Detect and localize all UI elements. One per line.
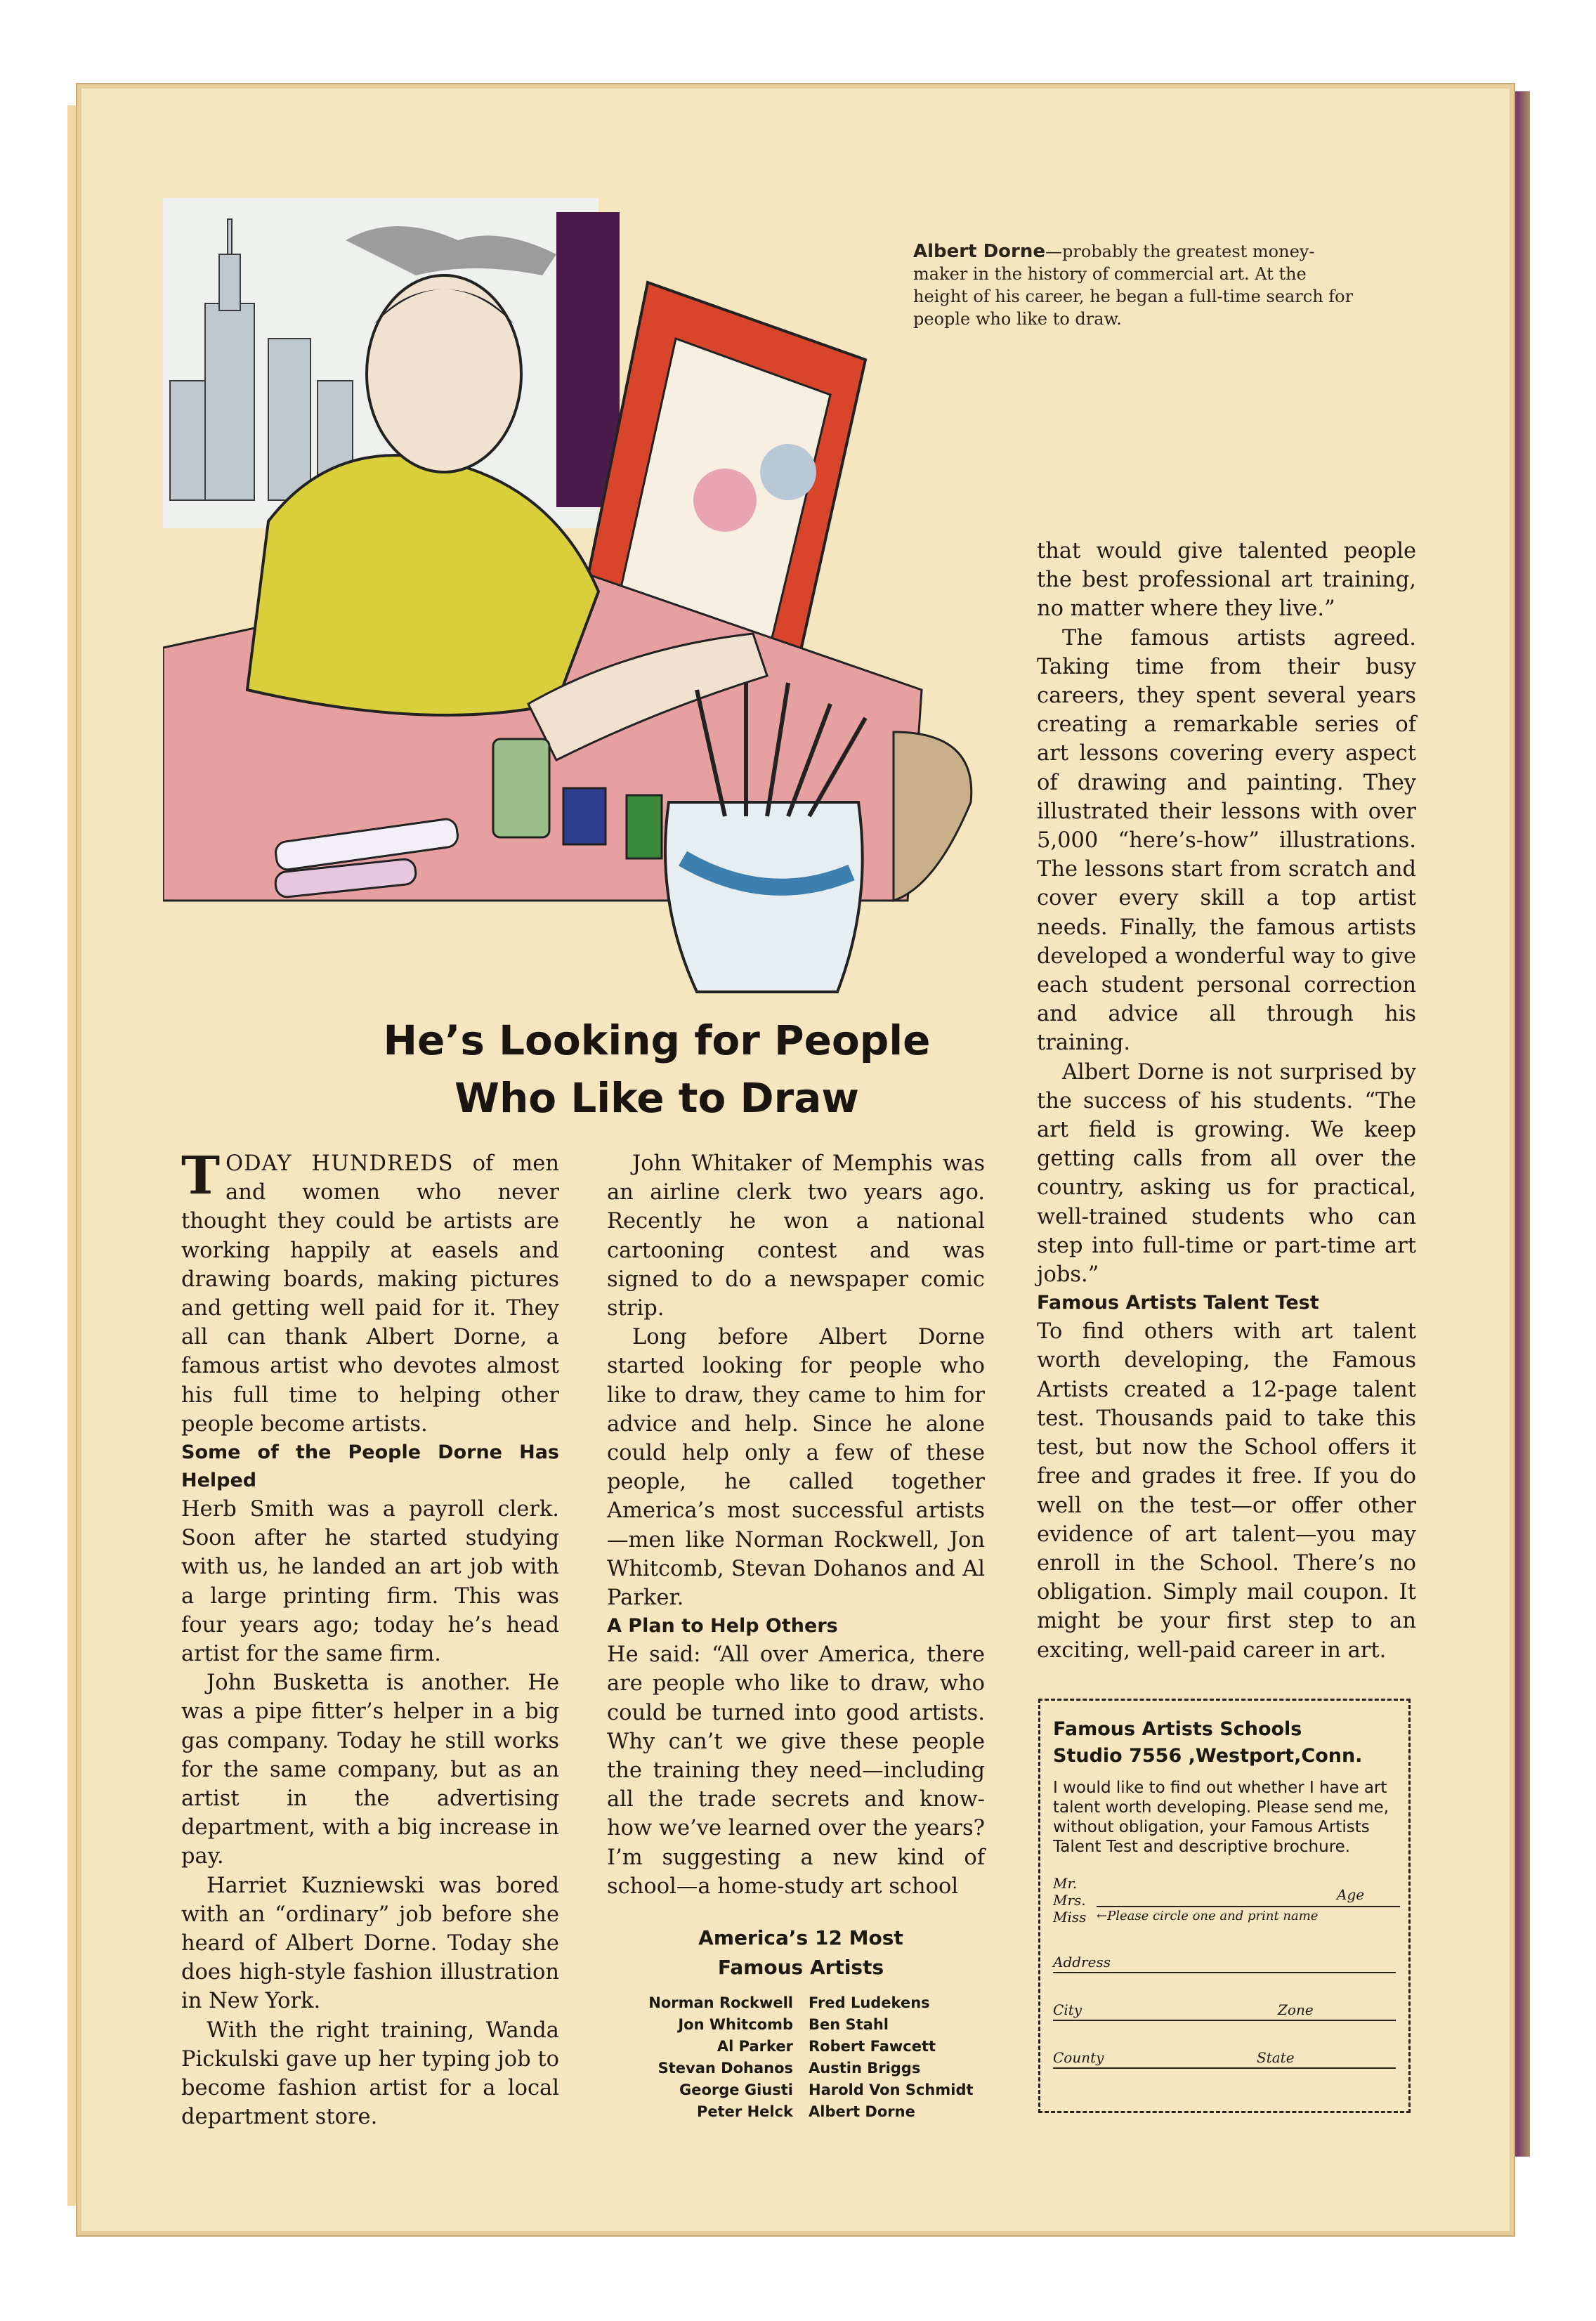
artist-name: Ben Stahl [809, 2016, 889, 2033]
intro-text: of men and women who never thought they could be artists are working happily at easels and drawing boards, making pictures and getting well paid for it. They all can thank Albert Dorne, a famous artist who devotes almost his full time to helping other people become artists. [181, 1151, 559, 1437]
famous-artists-title-1: America’s 12 Most [698, 1926, 903, 1949]
intro-paragraph [181, 1146, 559, 1439]
city-label: City [1053, 2001, 1086, 2018]
drawing-figure-cowboy [760, 444, 816, 500]
bowl [894, 732, 972, 901]
headline-line-2: Who Like to Draw [454, 1074, 859, 1122]
artist-name: Al Parker [717, 2038, 793, 2055]
artist-name: Austin Briggs [809, 2060, 921, 2077]
article-column-1 [181, 1146, 559, 2132]
title-miss: Miss [1053, 1909, 1087, 1926]
paragraph-artists-agreed: The famous artists agreed. Taking time from their busy careers, they spent several years creating a remarkable series of art lessons covering every aspect of drawing and painting. They illustrated their lessons with over 5,000 “here’s-how” illustrations. The lessons start from scratch and cover every skill a top artist needs. Finally, the famous artists developed a wonderful way to give each student personal correction and advice all through his training. [1037, 625, 1416, 1056]
county-label: County [1053, 2049, 1108, 2066]
drawing-figure-girl [693, 469, 757, 532]
artist-illustration [163, 198, 978, 1020]
artist-name: Harold Von Schmidt [809, 2081, 974, 2098]
address-field[interactable] [1053, 1952, 1396, 1973]
article-column-2 [607, 1149, 985, 1901]
paragraph-john-whitaker: John Whitaker of Memphis was an airline clerk two years ago. Recently he won a national cartooning contest and was signed to do a newspaper comic strip. [607, 1151, 985, 1321]
famous-artists-list [604, 1992, 998, 2123]
artist-name: Robert Fawcett [809, 2038, 936, 2055]
paragraph-john-busketta: John Busketta is another. He was a pipe fitter’s helper in a big gas company. Today he still works for the same company, but as an artist in the advertising department, with a big increase in pay. [181, 1671, 559, 1869]
article-column-3 [1037, 537, 1416, 1665]
title-mrs: Mrs. [1053, 1892, 1086, 1909]
coupon-school-name: Famous Artists Schools [1053, 1718, 1302, 1740]
circle-note: ←Please circle one and print name [1097, 1909, 1319, 1923]
artist-name: Norman Rockwell [648, 1994, 793, 2011]
zone-label: Zone [1278, 2001, 1318, 2018]
caption-name: Albert Dorne [913, 241, 1045, 262]
headline-line-1: He’s Looking for People [383, 1016, 931, 1064]
state-label: State [1257, 2049, 1299, 2066]
city-zone-field[interactable] [1053, 2000, 1396, 2021]
famous-artists-title-2: Famous Artists [717, 1956, 884, 1979]
coupon-name-field[interactable] [1053, 1875, 1396, 1926]
paragraph-continued: that would give talented people the best professional art training, no matter where they live.” [1037, 539, 1416, 622]
paragraph-plan-quote: He said: “All over America, there are people who like to draw, who could be turned into good artists. Why can’t we give these people the training they need—including all the trade secrets and know-how we’ve learned over the years? I’m suggesting a new kind of school—a home-study art school [607, 1642, 985, 1899]
paragraph-harriet-kuzniewski: Harriet Kuzniewski was bored with an “ordinary” job before she heard of Albert Dorne. Today she does high-style fashion illustration in New York. [181, 1873, 559, 2014]
artist-name: Albert Dorne [809, 2103, 915, 2120]
lead-in: ODAY HUNDREDS [225, 1151, 454, 1176]
headline [183, 1012, 1131, 1127]
paragraph-albert-dorne-history: Long before Albert Dorne started looking for people who like to draw, they came to him for advice and help. Since he alone could help only a few of these people, he called together America’s most successful artists—men like Norman Rockwell, Jon Whitcomb, Stevan Dohanos and Al Parker. [607, 1325, 985, 1611]
address-label: Address [1053, 1954, 1115, 1970]
county-state-field[interactable] [1053, 2048, 1396, 2069]
coupon-studio-address: Studio 7556 ,Westport,Conn. [1053, 1745, 1363, 1767]
subheading-plan: A Plan to Help Others [607, 1615, 838, 1637]
artist-name: George Giusti [679, 2081, 793, 2098]
paragraph-talent-test: To find others with art talent worth developing, the Famous Artists created a 12-page talent test. Thousands paid to take this test, but now the School offers it free and grades it free. If you do well on the test—or offer other evidence of art talent—you may enroll in the School. There’s no obligation. Simply mail coupon. It might be your first step to an exciting, well-paid career in art. [1037, 1319, 1416, 1663]
mail-coupon[interactable] [1038, 1699, 1411, 2113]
famous-artists-box [604, 1923, 998, 2123]
artist-head [367, 275, 521, 472]
artist-name: Peter Helck [696, 2103, 793, 2120]
drop-cap: T [181, 1146, 221, 1206]
title-mr: Mr. [1053, 1875, 1078, 1892]
paragraph-wanda-pickulski: With the right training, Wanda Pickulski gave up her typing job to become fashion artist for a local department store. [181, 2018, 559, 2130]
artist-name: Stevan Dohanos [658, 2060, 793, 2077]
artist-name: Jon Whitcomb [678, 2016, 793, 2033]
caption-text: —probably the greatest money-maker in the history of commercial art. At the height of his career, he began a full-time search for people who like to draw. [913, 242, 1354, 329]
age-label: Age [1337, 1886, 1365, 1903]
subheading-people-helped: Some of the People Dorne Has Helped [181, 1441, 559, 1492]
subheading-talent-test: Famous Artists Talent Test [1037, 1292, 1319, 1314]
coupon-body-text: I would like to find out whether I have art talent worth developing. Please send me, without obligation, your Famous Artists Talent Test and descriptive brochure. [1053, 1779, 1389, 1856]
artist-name: Fred Ludekens [809, 1994, 930, 2011]
paragraph-success: Albert Dorne is not surprised by the success of his students. “The art field is growing. We keep getting calls from all over the country, asking us for practical, well-trained students who can step into full-time or part-time art jobs.” [1037, 1059, 1416, 1288]
brush-jar [665, 802, 863, 992]
illustration-caption [913, 240, 1363, 330]
paragraph-herb-smith: Herb Smith was a payroll clerk. Soon after he started studying with us, he landed an art job with a large printing firm. This was four years ago; today he’s head artist for the same firm. [181, 1497, 559, 1667]
